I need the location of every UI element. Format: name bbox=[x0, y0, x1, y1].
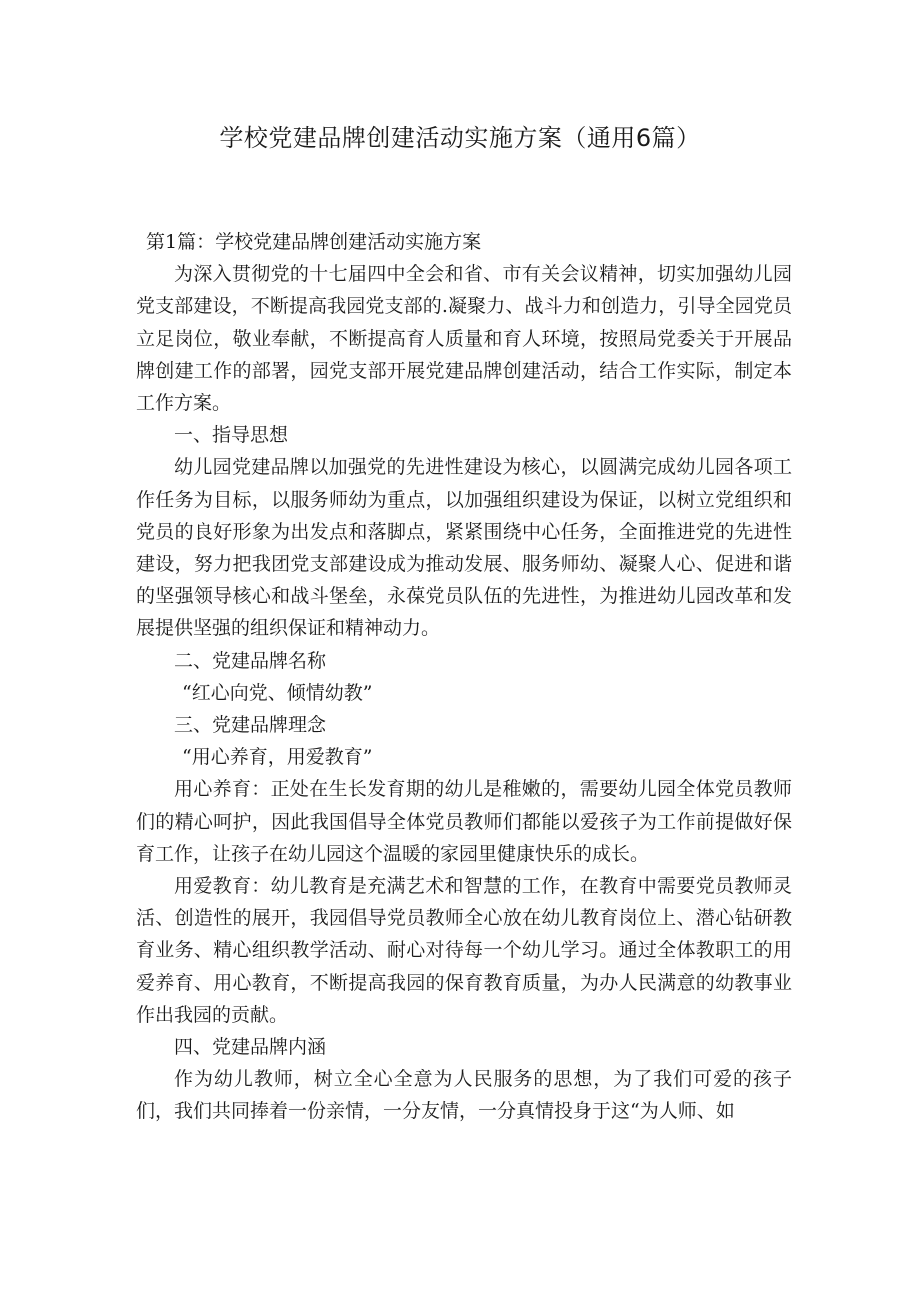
section-heading-brand-name: 二、党建品牌名称 bbox=[174, 649, 327, 672]
brand-connotation-paragraph: 作为幼儿教师，树立全心全意为人民服务的思想，为了我们可爱的孩子们，我们共同捧着一份亲情，一分友情，一分真情投身于这“为人师、如 bbox=[136, 1068, 792, 1123]
section-heading-brand-connotation: 四、党建品牌内涵 bbox=[174, 1036, 327, 1059]
document-title: 学校党建品牌创建活动实施方案（通用6篇） bbox=[219, 124, 701, 152]
brand-concept-paragraph-nurture: 用心养育：正处在生长发育期的幼儿是稚嫩的，需要幼儿园全体党员教师们的精心呵护，因此我国倡导全体党员教师们都能以爱孩子为工作前提做好保育工作，让孩子在幼儿园这个温暖的家园里健康快乐的成长。 bbox=[136, 778, 792, 865]
brand-name-quote: “红心向党、倾情幼教” bbox=[182, 681, 373, 704]
chapter-heading: 第1篇：学校党建品牌创建活动实施方案 bbox=[146, 231, 482, 253]
guiding-thought-paragraph: 幼儿园党建品牌以加强党的先进性建设为核心，以圆满完成幼儿园各项工作任务为目标，以服务师幼为重点，以加强组织建设为保证，以树立党组织和党员的良好形象为出发点和落脚点，紧紧围绕中心任务，全面推进党的先进性建设，努力把我团党支部建设成为推动发展、服务师幼、凝聚人心、促进和谐的坚强领导核心和战斗堡垒，永葆党员队伍的先进性，为推进幼儿园改革和发展提供坚强的组织保证和精神动力。 bbox=[136, 456, 792, 640]
section-heading-brand-concept: 三、党建品牌理念 bbox=[174, 714, 327, 737]
intro-paragraph: 为深入贯彻党的十七届四中全会和省、市有关会议精神，切实加强幼儿园党支部建设，不断提高我园党支部的.凝聚力、战斗力和创造力，引导全园党员立足岗位，敬业奉献，不断提高育人质量和育人环境，按照局党委关于开展品牌创建工作的部署，园党支部开展党建品牌创建活动，结合工作实际，制定本工作方案。 bbox=[136, 263, 792, 415]
section-heading-guiding-thought: 一、指导思想 bbox=[174, 424, 289, 447]
brand-concept-quote: “用心养育，用爱教育” bbox=[182, 746, 373, 769]
brand-concept-paragraph-educate: 用爱教育：幼儿教育是充满艺术和智慧的工作，在教育中需要党员教师灵活、创造性的展开，我园倡导党员教师全心放在幼儿教育岗位上、潜心钻研教育业务、精心组织教学活动、耐心对待每一个幼儿学习。通过全体教职工的用爱养育、用心教育，不断提高我园的保育教育质量，为办人民满意的幼教事业作出我园的贡献。 bbox=[136, 875, 792, 1026]
document-body bbox=[136, 226, 792, 1128]
